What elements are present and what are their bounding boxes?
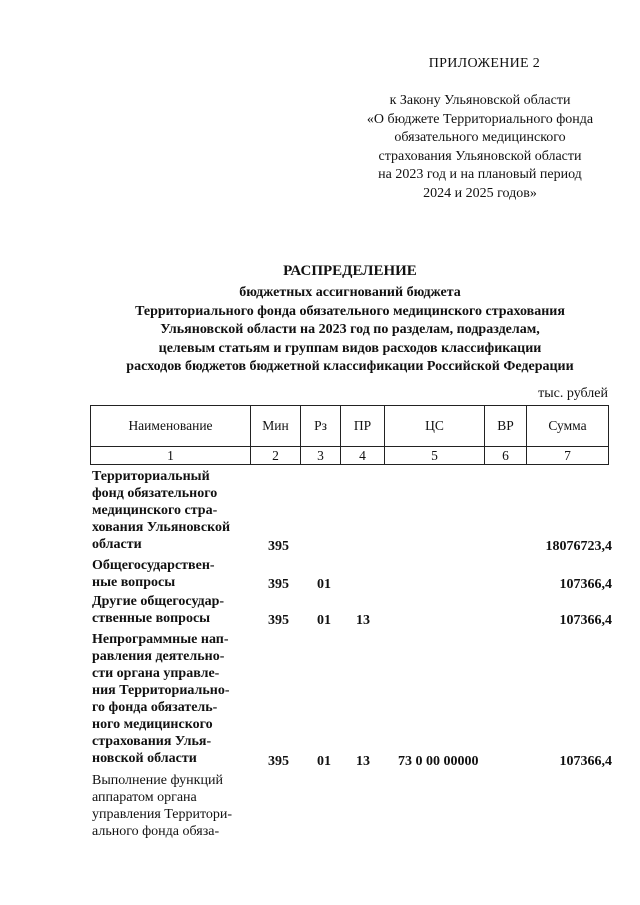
appendix-line: на 2023 год и на плановый период: [378, 167, 582, 182]
row-sum: 107366,4: [559, 754, 612, 769]
column-number: 4: [341, 447, 385, 465]
row-min: 395: [268, 754, 289, 769]
subtitle-line: расходов бюджетов бюджетной классификации Российской Федерации: [126, 359, 574, 375]
table-row: [92, 468, 612, 555]
row-name-line: сти органа управле-: [92, 666, 220, 681]
row-name-line: аппаратом органа: [92, 790, 197, 805]
appendix-line: обязательного медицинского: [394, 130, 566, 145]
row-min: 395: [268, 577, 289, 592]
row-name-line: фонд обязательного: [92, 486, 218, 501]
header-name: Наименование: [91, 406, 251, 447]
column-number: 2: [251, 447, 301, 465]
table-row: [92, 593, 612, 629]
row-rz: 01: [317, 577, 331, 592]
appendix-line: «О бюджете Территориального фонда: [366, 111, 594, 127]
header-cs: ЦС: [385, 406, 485, 447]
header-pr: ПР: [341, 406, 385, 447]
column-number: 7: [527, 447, 609, 465]
row-name-line: ственные вопросы: [92, 611, 211, 626]
row-sum: 18076723,4: [545, 539, 612, 554]
header-rz: Рз: [301, 406, 341, 447]
row-name: [92, 593, 247, 627]
budget-table-header: [90, 405, 609, 465]
row-name: [92, 631, 247, 767]
row-name-line: ные вопросы: [92, 575, 176, 590]
row-pr: 13: [356, 754, 370, 769]
column-number: 5: [385, 447, 485, 465]
row-cs: 73 0 00 00000: [398, 754, 479, 769]
subtitle-line: целевым статьям и группам видов расходов классификации: [158, 340, 542, 356]
column-number: 3: [301, 447, 341, 465]
subtitle-line: бюджетных ассигнований бюджета: [239, 285, 461, 300]
row-name: [92, 557, 247, 591]
table-row: [92, 631, 612, 770]
row-sum: 107366,4: [559, 613, 612, 628]
table-row: [92, 557, 612, 593]
appendix-subtitle: [340, 92, 620, 203]
row-name-line: медицинского стра-: [92, 503, 218, 518]
header-vr: ВР: [485, 406, 527, 447]
appendix-line: к Закону Ульяновской области: [389, 93, 571, 108]
row-name-line: Выполнение функций: [92, 773, 223, 788]
table-row: [92, 772, 612, 842]
appendix-title: ПРИЛОЖЕНИЕ 2: [428, 56, 540, 71]
row-name-line: Общегосударствен-: [92, 558, 215, 573]
row-name-line: ного медицинского: [92, 717, 213, 732]
row-rz: 01: [317, 613, 331, 628]
row-min: 395: [268, 613, 289, 628]
row-name: [92, 468, 247, 553]
page-subtitle: [60, 284, 640, 377]
row-name-line: Территориальный: [92, 469, 210, 484]
row-name-line: страхования Улья-: [92, 734, 212, 749]
row-name-line: новской области: [92, 751, 197, 766]
row-name-line: области: [92, 537, 142, 552]
column-number-row: [91, 447, 609, 465]
row-name-line: ния Территориально-: [92, 683, 230, 698]
row-name-line: хования Ульяновской: [92, 520, 231, 535]
subtitle-line: Территориального фонда обязательного медицинского страхования: [135, 303, 565, 319]
header-min: Мин: [251, 406, 301, 447]
row-min: 395: [268, 539, 289, 554]
row-name-line: го фонда обязатель-: [92, 700, 218, 715]
row-name-line: Другие общегосудар-: [92, 594, 225, 609]
row-name: [92, 772, 247, 840]
page-title: РАСПРЕДЕЛЕНИЕ: [283, 263, 417, 279]
row-name-line: Непрограммные нап-: [92, 632, 229, 647]
header-sum: Сумма: [527, 406, 609, 447]
unit-label: тыс. рублей: [538, 386, 608, 401]
row-name-line: равления деятельно-: [92, 649, 225, 664]
row-sum: 107366,4: [559, 577, 612, 592]
column-number: 6: [485, 447, 527, 465]
appendix-line: страхования Ульяновской области: [378, 148, 582, 164]
row-name-line: управления Территори-: [92, 807, 233, 822]
column-number: 1: [91, 447, 251, 465]
header-row: [91, 406, 609, 447]
appendix-line: 2024 и 2025 годов»: [423, 185, 537, 201]
subtitle-line: Ульяновской области на 2023 год по разделам, подразделам,: [160, 322, 540, 338]
row-rz: 01: [317, 754, 331, 769]
row-name-line: ального фонда обяза-: [92, 824, 220, 839]
row-pr: 13: [356, 613, 370, 628]
